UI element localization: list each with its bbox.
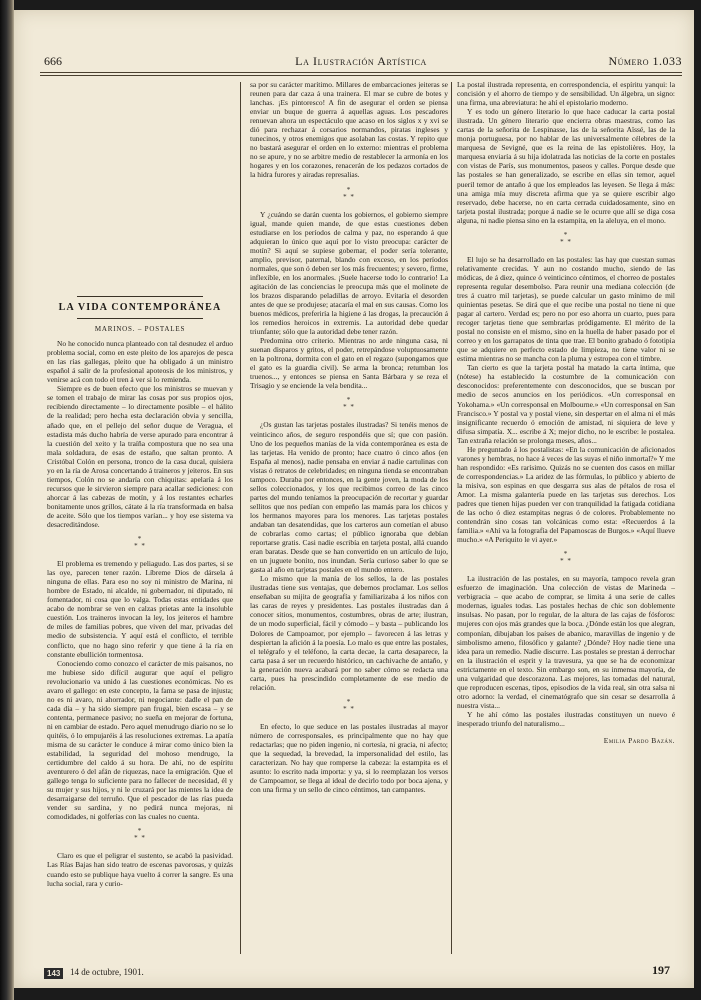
paragraph: Predomina otro criterio. Mientras no arde ninguna casa, ni suenan disparos y gritos, el poder, retrepándose voluptuosamente en la poltrona, dormita con el gato en el regazo (supongamos que el gato es la guardia civil). Se arma la bronca; retumban los truenos..., y entonces se piensa en Santa Bárbara y se reza el Trisagio y se enciende la vela bendita... bbox=[250, 336, 448, 391]
section-ornament: * * * bbox=[343, 697, 355, 713]
column-divider-2 bbox=[451, 82, 452, 954]
paragraph: He preguntado á los postalistas: «En la comunicación de aficionados varones y hembras, no hace á veces de las suyas el niño inmortal?» Y me han respondido: «Es rarísimo. Quizás no se cuenten dos casos en millar de correspondencias.» La aridez de las fórmulas, lo público y abierto de la misiva, son espinas en que desgarra sus alas de pétalos de rosa el Amor. La misma galantería puede en las tarjetas sus derechos. Los padres que tienen hijas pueden ver con tranquilidad la fatigada cotidiana de las ocho ó diez estampitas negras ó de colores. Probablemente no contendrán sino cosas tan volcánicas como esta: «Recuerdos á la familia.» «Ahí va la fotografía del Papamoscas de Burgos.» «Aquí llueve mucho.» «A Periquito le vi ayer.» bbox=[457, 444, 675, 545]
footer-date: 14 de octubre, 1901. bbox=[70, 967, 144, 977]
section-ornament: * * * bbox=[343, 396, 355, 412]
header-rule-bottom bbox=[40, 75, 682, 76]
section-ornament: * * * bbox=[560, 550, 572, 566]
paragraph: La postal ilustrada representa, en correspondencia, el espíritu yanqui: la concisión y el ahorro de tiempo y de sensibilidad. Un álgebra, un signo: una firma, una abreviatura: he ahí el epistolario moderno. bbox=[457, 80, 675, 108]
section-ornament: * * * bbox=[134, 827, 146, 843]
section-ornament: * * * bbox=[134, 535, 146, 551]
column-1-illustration-space bbox=[47, 80, 233, 296]
section-ornament: * * * bbox=[560, 230, 572, 246]
article-subtitle: MARINOS. – POSTALES bbox=[94, 325, 186, 334]
paragraph: Lo mismo que la manía de los sellos, la de las postales ilustradas tiene sus ventajas, que debemos proclamar. Los sellos enseñaban su mijita de geografía y familiarizaba á los niños con las caras de reyes y presidentes. Las postales ilustradas dan á conocer sitios, monumentos, costumbres, obras de arte; ilustran, de un modo superficial, fácil y cómodo – y basta – publicando los Dolores de Campoamor, por ejemplo – favorecen á las letras y despiertan la afición á la poesía. Lo malo es que entre las postales, el telégrafo y el teléfono, la carta decae, la carta desaparece, la carta pasa á ser un recuerdo histórico, un cachivache de antaño, y la generación nueva acabará por no saber cómo se redacta una carta, pues ha prescindido completamente de ese medio de relación. bbox=[250, 574, 448, 692]
header-rule-top bbox=[40, 72, 682, 73]
page-header bbox=[40, 54, 682, 70]
masthead: La Ilustración Artística bbox=[295, 54, 427, 68]
title-rule-top bbox=[77, 296, 203, 297]
paragraph: Tan cierto es que la tarjeta postal ha matado la carta íntima, que (nótese) ha establecido la costumbre de la comunicación con desconocidos: preferentemente con desconocidos, que se buscan por medio de secos anuncios en los periódicos. «Un corresponsal en Yokohama.» «Un corresponsal en Molbourne.» «Un corresponsal en San Francisco.» Y postal va y postal viene, sin despertar en el alma ni el más insignificante recuerdo ó emoción de amistad, ni siquiera de leve y difusa simpatía. X... escribe á X; mejor dicho, no le escribe: le postalea. Tan extraña relación se prolonga meses, años... bbox=[457, 363, 675, 445]
magazine-page bbox=[14, 10, 694, 988]
column-divider-1 bbox=[240, 82, 241, 954]
paragraph: No he conocido nunca planteado con tal desnudez el arduo problema social, como en este pleito de los aparejos de pesca en las rías gallegas, pleito que ha obligado á un ministro español á salir de la profesional apoteosis de los ministros, y venirse acá con todo el tren á ver si lo remienda. bbox=[47, 339, 233, 385]
paragraph: En efecto, lo que seduce en las postales ilustradas al mayor número de corresponsales, es principalmente que no hay que redactarlas; que no piden ingenio, ni cortesía, ni gracia, ni afecto; que la sequedad, la brevedad, la impersonalidad del estilo, las caracterizan. No hay que romperse la cabeza: la estampita es el asunto: lo escrito nada importa: y ya, si lo reemplazan los versos de Campoamor, se llega al ideal de decirlo todo por boca ajena, y con una firma y un sello de cinco céntimos, tan campantes. bbox=[250, 721, 448, 795]
paragraph: Y ¿cuándo se darán cuenta los gobiernos, el gobierno siempre igual, mande quien mande, de que estas cuestiones deben estudiarse en los períodos de calma y paz, no esperando á que adquieran lo único que aquí por lo visto preocupa: carácter de motín? Si aquí se supiese gobernar, el poder sería tolerante, amplio, previsor, paternal, blando con exceso, en los períodos normales, que son ó deben ser los más frecuentes; y severo, firme, inflexible, en los anormales. ¡Suele hacerse todo lo contrario! La agitación de las conciencias le preocupa más que el molinete de los brazos disparando peladillas de arroyo. Evitaría el desorden antes de que se produjese; atacaría el mal en sus causas. Como los buenos médicos, preferiría la higiene á las drogas, la precaución á los remedios heroicos in extremis. La autoridad debe quedar triunfante; sólo que la autoridad debe tener razón. bbox=[250, 209, 448, 337]
title-rule-bottom bbox=[77, 318, 203, 319]
footer-scan-number: 197 bbox=[652, 963, 670, 977]
paragraph: sa por su carácter marítimo. Millares de embarcaciones jeiteras se reunen para dar caza á una trainera. El mar se cubre de botes y lanchas. ¡Es pintoresco! A fin de asegurar el orden se piensa enviar un buque de guerra á aquellas aguas. Los pescadores renuevan ahora un espectáculo que acaso en los siglos x y xvi se dió para rechazar á corsarios normandos, piratas ingleses y tunecinos, y otros enemigos que asolaban las costas. Y repito que no bastará asegurar el orden en lo externo: mientras el problema no se apure, y no se arbitre medio de restablecer la armonía en los hogares y en los corazones, renacerán de los pedazos cortados de la hidra furores y airadas represalias. bbox=[250, 80, 448, 180]
paragraph: Siempre es de buen efecto que los ministros se muevan y se tomen el trabajo de mirar las cosas por sus propios ojos, recibiendo directamente – lo directamente posible – el hálito de la realidad; pero hecha esta declaración obvia y sencilla, añado que, en el pellejo del señor duque de Veragua, el estadista más ducho habría de verse apurado para encontrar á la cuestión del xeito y la traíña compostura que no sea una mala soldadura, de esas de estaño, que saltan pronto. A Cristóbal Colón en persona, tronco de la casa ducal, quisiera yo en la ría de Arosa concertando á traineros y jeiteros. En sus tiempos, Colón no se andaría con chiquitas: apelaría á los recursos que le sirvieron siempre para acallar sediciones: con ahorcar á las cabezas de motín, y á los restantes echarles bonitamente unos grillos, cátate á la ría transformada en balsa de aceite. Sólo que los tiempos varían... y hoy ese sistema va desacreditándose. bbox=[47, 384, 233, 530]
column-1 bbox=[47, 80, 233, 888]
paragraph: El lujo se ha desarrollado en las postales: las hay que cuestan sumas relativamente crecidas. Y aun no costando mucho, siendo de las módicas, de á diez, quince ó veinticinco céntimos, el chorreo de postales representa regular desembolso. Para reunir una mediana colección (de tres á cuatro mil tarjetas), se puede calcular un gasto mínimo de mil quinientas pesetas. Se dirá que el que recibe una postal no tiene ni que pagar al cartero. Verdad es; pero no por eso ahorra un cuarto, pues para recoger tarjetas tiene que sembrarlas pródigamente. El mérito de la postal no consiste en el mismo, sino en la huella de haber pasado por el correo y en los garrapatos de tinta que trae. El bonito grabado ó fototipia que se adquiere en perfecto estado de limpieza, no tiene valor ni se estima mientras no se mancha con la pluma y estropea con el timbre. bbox=[457, 254, 675, 364]
issue-number: Número 1.033 bbox=[608, 54, 682, 68]
page-number: 666 bbox=[44, 54, 62, 68]
paragraph: Claro es que el peligrar el sustento, se acabó la pasividad. Las Rías Bajas han sido teatro de escenas pavorosas, y quizás cuando esto se publique haya vuelto á correr la sangre. Es una lucha social, rara y curio- bbox=[47, 851, 233, 888]
article-title: LA VIDA CONTEMPORÁNEA bbox=[58, 302, 222, 313]
paragraph: Y he ahí cómo las postales ilustradas constituyen un nuevo é inesperado triunfo del naturalismo... bbox=[457, 709, 675, 728]
paragraph: La ilustración de las postales, en su mayoría, tampoco revela gran esfuerzo de imaginación. Una colección de vistas de Marineda – verbigracia – que acabo de comprar, se limita á una serie de calles modernas, iguales todas. Las postales hechas de chic son doblemente insulsas. No pasan, por lo regular, de la altura de las cajas de fósforos: mujeres con ojos más grandes que la boca. ¿Dónde están los que alegran, componían, dibujaban los países de abanico, maravillas de ingenio y de simbolismo ameno, filosófico y galante? ¿Dónde? Hoy nadie tiene una idea para un remedio. Nadie discurre. Las postales se prestan á derrochar en la ilustración el esprit y la travesura, ya que se ha de economizar estrictamente en el texto. Sin embargo son, en su inmensa mayoría, de una vulgaridad que descorazona. Las mejores, las tomadas del natural, que reproducen escenas, tipos, episodios de la vida real, sin otra salsa ni otro adorno: la verdad, el cinematógrafo que sin cesar se desarrolla á nuestra vista... bbox=[457, 574, 675, 710]
paragraph: El problema es tremendo y peliagudo. Las dos partes, si se las oye, parecen tener razón. Líbreme Dios de dársela á ninguna de ellas. Para eso no soy ni ministro de Marina, ni hombre de Estado, ni alcalde, ni gobernador, ni diputado, ni fomentador, ni cosa que lo valga. Todas estas entidades que acabo de nombrar se ven en calzas prietas ante la insoluble cuestión. Los traineros invocan la ley, los jeiteros el hambre de miles de familias pobres, que viven del mar, privadas del medio de subsistencia. Y aquí está el conflicto, el terrible conflicto, que no hago sino referir y que tiene á la ría en constante ebullición tormentosa. bbox=[47, 559, 233, 659]
section-ornament: * * * bbox=[343, 185, 355, 201]
paragraph: Conociendo como conozco el carácter de mis paisanos, no me hubiese sido difícil augurar que aquí el peligro revolucionario va unido á las cuestiones económicas. No es avaro el gallego: en este concepto, la fama se pasa de injusta; no es ni avaro, ni ahorrador, ni negociante: dadle el pan de cada día – y ha sido siempre pan frugal, bien escasa – y se contenta, permanece pasivo; no sueña en mejorar de fortuna, ni en cambiar de estado. Pero aquel menudrugo diario no se lo quitéis, ó lo empujaréis á las resoluciones extremas. La apatía misma de su carácter le conduce á mirar como único bien la estabilidad, la seguridad del mohoso mendrugo, la certidumbre del caldo á su hora. De ahí, no de espíritu aventurero ó del afán de riquezas, nace la emigración. Que el gallego tenga lo suficiente para no fallecer de necesidad, él y su mujer y sus hijos, y ni le cruzará por las mientes la idea de desarraigarse del terruño. Que el pescador de las rías pueda vender su sardina, y no pedirá nunca mejoras, ni comodidades, ni golferías con las cuales no cuenta. bbox=[47, 658, 233, 822]
paragraph: ¿Os gustan las tarjetas postales ilustradas? Si tenéis menos de veinticinco años, de seguro respondéis que sí; que con pasión. Uno de los pequeños manías de la vida contemporánea es esta de las tarjetas. Ha venido de pronto; hace cuatro ó cinco años (en España al menos), nadie pensaba en enviar á nadie cartulinas con vistas ó retratos de celebridades; en ninguna tienda se encontraban tampoco. Duraba por entonces, en la gente joven, la moda de los sellos coleccionados, y los que recibimos correo de las cinco partes del mundo teníamos la preocupación de recortar y guardar sellitos que nos pedían con empeño las mamás para los chicos y los hermanos mayores para los menores. Las tarjetas postales andaban tan desatendidas, que los carteros aun cometían el abuso de cobrarlas como cartas; el público ignoraba que debían reportarse gratis. Casi nadie escribía en tarjeta postal, allá cuando eran baratas. Desde que se han convertido en un artículo de lujo, en un juguete bonito, nos inundan. Sería curioso saber lo que se gasta al año en tarjetas postales en el mundo entero. bbox=[250, 420, 448, 575]
author-signature: Emilia Pardo Bazán. bbox=[603, 736, 675, 746]
scan-binding-edge bbox=[0, 0, 14, 1000]
paragraph: Y es todo un género literario lo que hace caducar la carta postal ilustrada. Un género literario que encierra obras maestras, como las cartas de la señorita de Lespinasse, las de la señorita Aïssé, las de la monja portuguesa, por no hablar de las universalmente célebres de la marquesa de Sevigné, que es la reina de las epistolières. Hoy, la marquesa enviaría á su hija idolatrada las noticias de la corte en postales con vistas de París, sus monumentos, paseos y calles. Porque desde que las postales se han generalizado, se escribe en ellas sin temor, aquel pueril temor de antaño á que los empleados las leyesen. Se llega á más: una amiga mía muy discreta afirma que ya se quiere escribir algo reservado, debe hacerse, no en carta cerrada cuidadosamente, sino en tarjeta postal ilustrada; porque á nadie se le ocurre que allí se diga cosa alguna, ni nadie piensa sino en la estampita, en la aleluya, en el mono. bbox=[457, 107, 675, 225]
column-3 bbox=[457, 80, 675, 745]
footer-number-box: 143 bbox=[44, 968, 63, 979]
column-2 bbox=[250, 80, 448, 794]
